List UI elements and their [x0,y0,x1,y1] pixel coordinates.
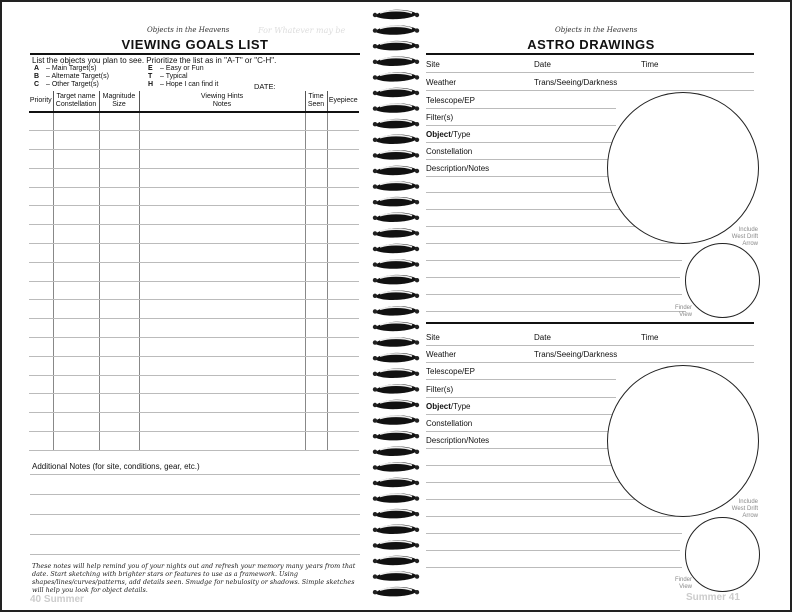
field-line [426,431,616,432]
eyepiece-view-circle[interactable] [607,92,759,244]
left-page [2,0,374,612]
filters-label: Filter(s) [426,385,454,394]
table-cell[interactable] [53,338,99,357]
table-cell[interactable] [99,225,139,244]
table-cell[interactable] [327,413,359,432]
table-cell[interactable] [139,300,305,319]
footnote-text: These notes will help remind you of your nights out and refresh your memory many years from that date. Start sketching with brighter stars or features to use as a framework. Using shapes/lines/curves/patterns, add details seen. Smudge for nebulosity or shadows. Simple sketches will help you look for object details. [32,562,356,594]
col-eyepiece: Eyepiece [327,91,359,112]
legend-h: H – Hope I can find it [148,81,219,88]
table-cell[interactable] [139,244,305,263]
table-cell[interactable] [305,187,327,206]
field-line [426,379,616,380]
field-line [426,414,616,415]
table-cell[interactable] [29,432,53,451]
spiral-coil [373,10,419,19]
field-line [426,311,686,312]
legend-b: B – Alternate Target(s) [34,73,109,80]
table-cell[interactable] [139,112,305,131]
title-rule [30,53,360,55]
site-label: Site [426,60,440,69]
table-cell[interactable] [29,281,53,300]
table-cell[interactable] [327,112,359,131]
notes-line [30,494,360,495]
table-row[interactable] [29,168,359,187]
spiral-coil [373,478,419,487]
table-cell[interactable] [53,432,99,451]
spiral-coil [373,337,419,346]
field-line [426,482,622,483]
table-cell[interactable] [53,187,99,206]
table-cell[interactable] [99,300,139,319]
table-cell[interactable] [305,112,327,131]
spiral-coil [373,25,419,34]
spiral-coil [373,150,419,159]
table-cell[interactable] [53,206,99,225]
spiral-coil [373,275,419,284]
notes-line [30,534,360,535]
table-row[interactable] [29,187,359,206]
table-cell[interactable] [327,225,359,244]
table-cell[interactable] [305,225,327,244]
spiral-coil [373,447,419,456]
notes-line [30,554,360,555]
ghost-header: For Whatever may be [258,26,346,35]
table-cell[interactable] [327,131,359,150]
eyepiece-view-circle[interactable] [607,365,759,517]
drift-arrow-note: Include West Drift Arrow [731,499,758,519]
table-cell[interactable] [305,319,327,338]
table-cell[interactable] [29,131,53,150]
table-cell[interactable] [139,356,305,375]
table-cell[interactable] [327,168,359,187]
table-cell[interactable] [99,319,139,338]
table-cell[interactable] [139,262,305,281]
table-cell[interactable] [53,300,99,319]
spiral-coil [373,540,419,549]
field-line [426,465,612,466]
spiral-coil [373,415,419,424]
table-cell[interactable] [305,206,327,225]
spiral-coil [373,88,419,97]
field-line [426,72,754,73]
spiral-coil [373,41,419,50]
spiral-coil [373,244,419,253]
field-line [426,362,754,363]
weather-label: Weather [426,350,457,359]
table-cell[interactable] [139,394,305,413]
table-cell[interactable] [305,300,327,319]
table-cell[interactable] [139,168,305,187]
legend-e: E – Easy or Fun [148,65,204,72]
table-cell[interactable] [53,375,99,394]
table-cell[interactable] [29,262,53,281]
field-line [426,142,616,143]
spiral-coil [373,306,419,315]
table-cell[interactable] [327,432,359,451]
trans-seeing-label: Trans/Seeing/Darkness [534,78,618,87]
filters-label: Filter(s) [426,113,454,122]
finder-view-note: Finder View [674,577,692,590]
table-cell[interactable] [139,131,305,150]
field-line [426,294,682,295]
table-cell[interactable] [327,187,359,206]
field-line [426,159,616,160]
field-line [426,125,616,126]
right-running-header: Objects in the Heavens [555,26,638,34]
table-cell[interactable] [99,413,139,432]
table-cell[interactable] [29,168,53,187]
table-cell[interactable] [139,432,305,451]
field-line [426,499,640,500]
spiral-coil [373,103,419,112]
table-cell[interactable] [99,112,139,131]
table-cell[interactable] [327,375,359,394]
left-running-header: Objects in the Heavens [147,26,230,34]
table-cell[interactable] [305,244,327,263]
col-time: Time Seen [305,91,327,112]
spiral-coil [373,119,419,128]
spiral-coil [373,322,419,331]
table-cell[interactable] [99,150,139,169]
table-cell[interactable] [53,225,99,244]
table-cell[interactable] [139,338,305,357]
field-line [426,448,616,449]
table-cell[interactable] [305,281,327,300]
table-row[interactable] [29,281,359,300]
legend-c: C – Other Target(s) [34,81,99,88]
table-cell[interactable] [29,206,53,225]
spiral-coil [373,384,419,393]
table-cell[interactable] [99,432,139,451]
notes-line [30,474,360,475]
spiral-coil [373,400,419,409]
table-cell[interactable] [327,356,359,375]
table-cell[interactable] [53,356,99,375]
table-row[interactable] [29,244,359,263]
table-row[interactable] [29,338,359,357]
table-cell[interactable] [29,187,53,206]
table-cell[interactable] [305,356,327,375]
table-cell[interactable] [29,394,53,413]
table-cell[interactable] [99,375,139,394]
table-cell[interactable] [29,244,53,263]
table-cell[interactable] [29,150,53,169]
date-label: Date [534,60,551,69]
spiral-coil [373,72,419,81]
table-cell[interactable] [139,413,305,432]
table-cell[interactable] [305,150,327,169]
table-cell[interactable] [29,112,53,131]
field-line [426,90,754,91]
table-row[interactable] [29,375,359,394]
col-hints: Viewing Hints Notes [139,91,305,112]
table-cell[interactable] [305,375,327,394]
field-line [426,533,682,534]
constellation-label: Constellation [426,419,473,428]
difficulty-legend [148,65,218,89]
spiral-coil [373,431,419,440]
date-label: DATE: [254,82,276,91]
table-cell[interactable] [53,394,99,413]
telescope-label: Telescope/EP [426,367,475,376]
table-cell[interactable] [139,319,305,338]
description-label: Description/Notes [426,164,490,173]
spiral-coil [373,556,419,565]
finder-view-note: Finder View [674,305,692,318]
table-cell[interactable] [99,168,139,187]
table-cell[interactable] [29,356,53,375]
field-line [426,260,682,261]
spiral-coil [373,462,419,471]
left-page-number: 40 Summer [30,594,84,605]
field-line [426,192,612,193]
spiral-coil [373,57,419,66]
spiral-coil [373,213,419,222]
table-cell[interactable] [139,375,305,394]
table-cell[interactable] [29,375,53,394]
astro-drawings-title: ASTRO DRAWINGS [527,37,655,52]
table-cell[interactable] [53,281,99,300]
object-type-label: Object/Type [426,402,471,411]
field-line [426,550,680,551]
table-row[interactable] [29,300,359,319]
title-rule [426,53,754,55]
spiral-coil [373,228,419,237]
table-cell[interactable] [29,300,53,319]
additional-notes-label: Additional Notes (for site, conditions, gear, etc.) [32,462,200,471]
table-cell[interactable] [327,319,359,338]
spiral-coil [373,166,419,175]
col-target: Target name Constellation [53,91,99,112]
field-line [426,176,616,177]
spiral-binding [372,4,420,608]
table-cell[interactable] [327,300,359,319]
field-line [426,345,754,346]
table-row[interactable] [29,225,359,244]
viewing-goals-title: VIEWING GOALS LIST [121,37,269,52]
table-row[interactable] [29,432,359,451]
table-row[interactable] [29,262,359,281]
site-label: Site [426,333,440,342]
field-line [426,397,616,398]
telescope-label: Telescope/EP [426,96,475,105]
col-magnitude: Magnitude Size [99,91,139,112]
legend-t: T – Typical [148,73,188,80]
table-cell[interactable] [53,131,99,150]
table-row[interactable] [29,413,359,432]
field-line [426,516,690,517]
table-cell[interactable] [99,244,139,263]
field-line [426,567,682,568]
object-type-label: Object/Type [426,130,471,139]
table-cell[interactable] [327,244,359,263]
right-page [420,0,790,612]
table-cell[interactable] [99,338,139,357]
table-cell[interactable] [305,432,327,451]
table-cell[interactable] [327,262,359,281]
table-cell[interactable] [53,262,99,281]
table-cell[interactable] [305,394,327,413]
table-cell[interactable] [327,281,359,300]
table-cell[interactable] [327,150,359,169]
table-cell[interactable] [139,206,305,225]
table-cell[interactable] [139,225,305,244]
field-line [426,277,680,278]
time-label: Time [641,333,659,342]
right-page-number: Summer 41 [686,592,740,603]
table-cell[interactable] [99,394,139,413]
table-cell[interactable] [53,112,99,131]
date-label: Date [534,333,551,342]
col-priority: Priority [29,91,53,112]
table-cell[interactable] [53,244,99,263]
table-cell[interactable] [53,413,99,432]
table-cell[interactable] [327,338,359,357]
table-cell[interactable] [53,150,99,169]
spiral-coil [373,369,419,378]
table-cell[interactable] [327,394,359,413]
spiral-coil [373,197,419,206]
table-cell[interactable] [305,168,327,187]
table-row[interactable] [29,206,359,225]
field-line [426,226,640,227]
spiral-coil [373,353,419,362]
table-cell[interactable] [99,131,139,150]
table-cell[interactable] [305,262,327,281]
spiral-coil [373,291,419,300]
viewing-goals-table [29,91,359,451]
field-line [426,209,622,210]
table-row[interactable] [29,356,359,375]
instructions-text: List the objects you plan to see. Prioritize the list as in "A-T" or "C-H". [32,56,277,65]
table-row[interactable] [29,150,359,169]
table-cell[interactable] [99,262,139,281]
notes-line [30,514,360,515]
table-cell[interactable] [29,413,53,432]
table-row[interactable] [29,394,359,413]
table-cell[interactable] [99,281,139,300]
table-cell[interactable] [305,131,327,150]
table-header-row [29,91,359,112]
finder-view-circle[interactable] [685,243,760,318]
spiral-coil [373,259,419,268]
spiral-coil [373,509,419,518]
description-label: Description/Notes [426,436,490,445]
spiral-coil [373,525,419,534]
table-cell[interactable] [29,225,53,244]
drift-arrow-note: Include West Drift Arrow [731,227,758,247]
table-cell[interactable] [139,150,305,169]
table-cell[interactable] [99,356,139,375]
constellation-label: Constellation [426,147,473,156]
table-cell[interactable] [139,281,305,300]
table-cell[interactable] [327,206,359,225]
field-line [426,243,690,244]
spiral-coil [373,571,419,580]
table-cell[interactable] [53,319,99,338]
legend-a: A – Main Target(s) [34,65,97,72]
table-row[interactable] [29,319,359,338]
table-cell[interactable] [305,413,327,432]
time-label: Time [641,60,659,69]
finder-view-circle[interactable] [685,517,760,592]
section-divider [426,322,754,324]
table-cell[interactable] [29,319,53,338]
table-cell[interactable] [53,168,99,187]
priority-legend [34,65,109,89]
table-cell[interactable] [99,206,139,225]
table-cell[interactable] [99,187,139,206]
table-cell[interactable] [29,338,53,357]
table-cell[interactable] [139,187,305,206]
table-cell[interactable] [305,338,327,357]
spiral-coil [373,181,419,190]
spiral-coil [373,587,419,596]
spiral-coil [373,493,419,502]
trans-seeing-label: Trans/Seeing/Darkness [534,350,618,359]
field-line [426,108,616,109]
table-row[interactable] [29,131,359,150]
table-row[interactable] [29,112,359,131]
spiral-coil [373,135,419,144]
weather-label: Weather [426,78,457,87]
